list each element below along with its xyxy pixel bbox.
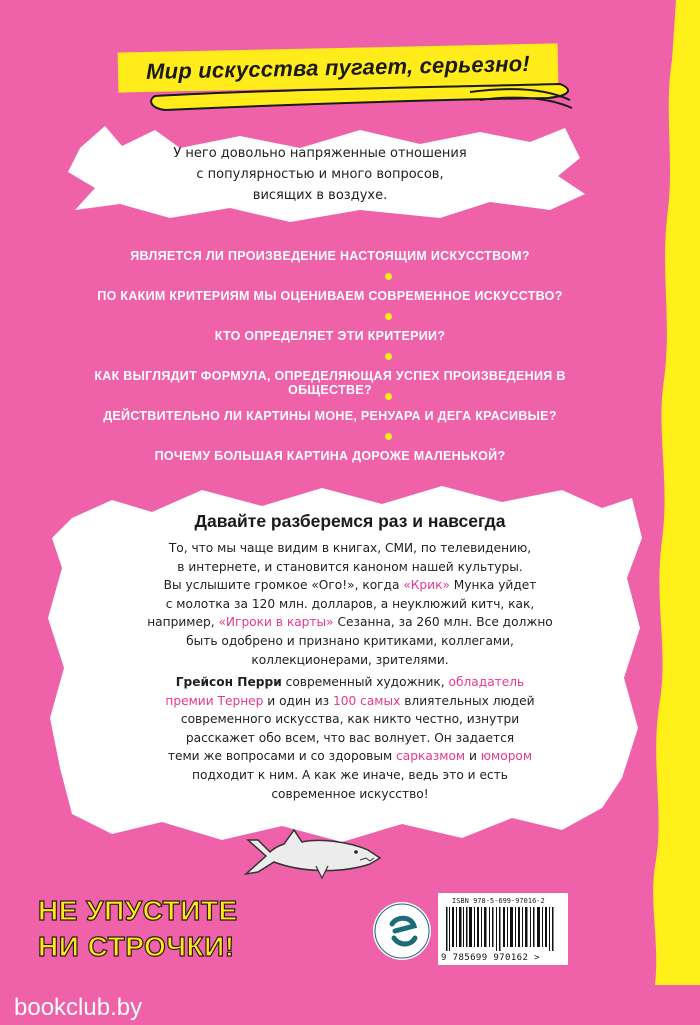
text-segment: Сезанна, за 260 млн. Все должно: [333, 615, 553, 630]
text-segment: например,: [147, 615, 219, 630]
text-line: коллекционерами, зрителями.: [251, 652, 449, 667]
text-line: подходит к ним. А как же иначе, ведь это и есть: [192, 767, 508, 782]
highlight-winner: обладатель: [448, 675, 525, 689]
banner-title: Мир искусства пугает, серьезно!: [145, 50, 531, 85]
intro-line: висящих в воздухе.: [252, 188, 388, 203]
text-line: [80, 747, 620, 766]
text-line: современного искусства, как никто честно, изнутри: [180, 712, 520, 727]
paragraph-1: [80, 539, 620, 669]
yellow-dot: [385, 433, 392, 440]
text-segment: и один из: [263, 693, 333, 708]
cta-line: НЕ УПУСТИТЕ: [38, 895, 238, 926]
highlight-top-100: 100 самых: [333, 693, 401, 708]
isbn-text: ISBN 978-5-699-97016-2: [452, 897, 545, 905]
text-line: [80, 673, 620, 692]
question-item: ЯВЛЯЕТСЯ ЛИ ПРОИЗВЕДЕНИЕ НАСТОЯЩИМ ИСКУССТВОМ?: [130, 249, 530, 263]
intro-line: с популярностью и много вопросов,: [196, 167, 444, 182]
text-line: [80, 613, 620, 632]
barcode-digits: 9 785699 970162 >: [441, 953, 540, 963]
question-item: ПО КАКИМ КРИТЕРИЯМ МЫ ОЦЕНИВАЕМ СОВРЕМЕННОЕ ИСКУССТВО?: [97, 289, 563, 303]
question-item: ПОЧЕМУ БОЛЬШАЯ КАРТИНА ДОРОЖЕ МАЛЕНЬКОЙ?: [154, 449, 506, 463]
text-line: [80, 692, 620, 711]
highlight-humor: юмором: [480, 749, 533, 764]
brush-underline: [0, 0, 700, 130]
text-segment: теми же вопросами и со здоровым: [167, 749, 397, 764]
cta-line: НИ СТРОЧКИ!: [38, 931, 235, 962]
question-item: КАК ВЫГЛЯДИТ ФОРМУЛА, ОПРЕДЕЛЯЮЩАЯ УСПЕХ ПРОИЗВЕДЕНИЯ В ОБЩЕСТВЕ?: [94, 369, 566, 397]
question-item: КТО ОПРЕДЕЛЯЕТ ЭТИ КРИТЕРИИ?: [214, 329, 446, 343]
text-line: с молотка за 120 млн. долларов, а неуклюжий китч, как,: [165, 596, 535, 611]
site-watermark[interactable]: bookclub.by: [14, 994, 143, 1021]
text-line: расскажет обо всем, что вас волнует. Он задается: [185, 730, 515, 745]
publisher-logo: [373, 902, 431, 960]
yellow-dot: [385, 353, 392, 360]
yellow-dot: [385, 393, 392, 400]
question-item: ДЕЙСТВИТЕЛЬНО ЛИ КАРТИНЫ МОНЕ, РЕНУАРА И ДЕГА КРАСИВЫЕ?: [103, 409, 557, 423]
call-to-action: [38, 893, 238, 965]
text-segment: влиятельных людей: [400, 693, 535, 708]
highlight-turner-prize: премии Тернер: [165, 693, 264, 708]
shark-illustration: [240, 828, 385, 886]
highlight-sarcasm: сарказмом: [396, 749, 466, 764]
paragraph-2: [80, 673, 620, 803]
text-segment: и: [465, 749, 481, 764]
text-line: То, что мы чаще видим в книгах, СМИ, по телевидению,: [168, 541, 532, 555]
text-line: [80, 576, 620, 595]
intro-text: [170, 143, 470, 206]
text-segment: современный художник,: [281, 675, 449, 689]
text-line: быть одобрено и признано критиками, коллегами,: [186, 633, 514, 648]
text-segment: Мунка уйдет: [449, 578, 537, 593]
highlight-scream: «Крик»: [403, 578, 450, 593]
text-line: в интернете, и становится каноном нашей культуры.: [177, 559, 523, 574]
yellow-dot: [385, 313, 392, 320]
intro-line: У него довольно напряженные отношения: [173, 146, 467, 161]
author-name: Грейсон Перри: [175, 675, 282, 689]
text-segment: Вы услышите громкое «Ого!», когда: [163, 578, 404, 593]
eksmo-logo-icon: [373, 902, 431, 960]
text-line: современное искусство!: [271, 786, 429, 801]
main-heading: Давайте разберемся раз и навсегда: [194, 511, 506, 531]
yellow-dot: [385, 273, 392, 280]
highlight-card-players: «Игроки в карты»: [218, 615, 334, 630]
